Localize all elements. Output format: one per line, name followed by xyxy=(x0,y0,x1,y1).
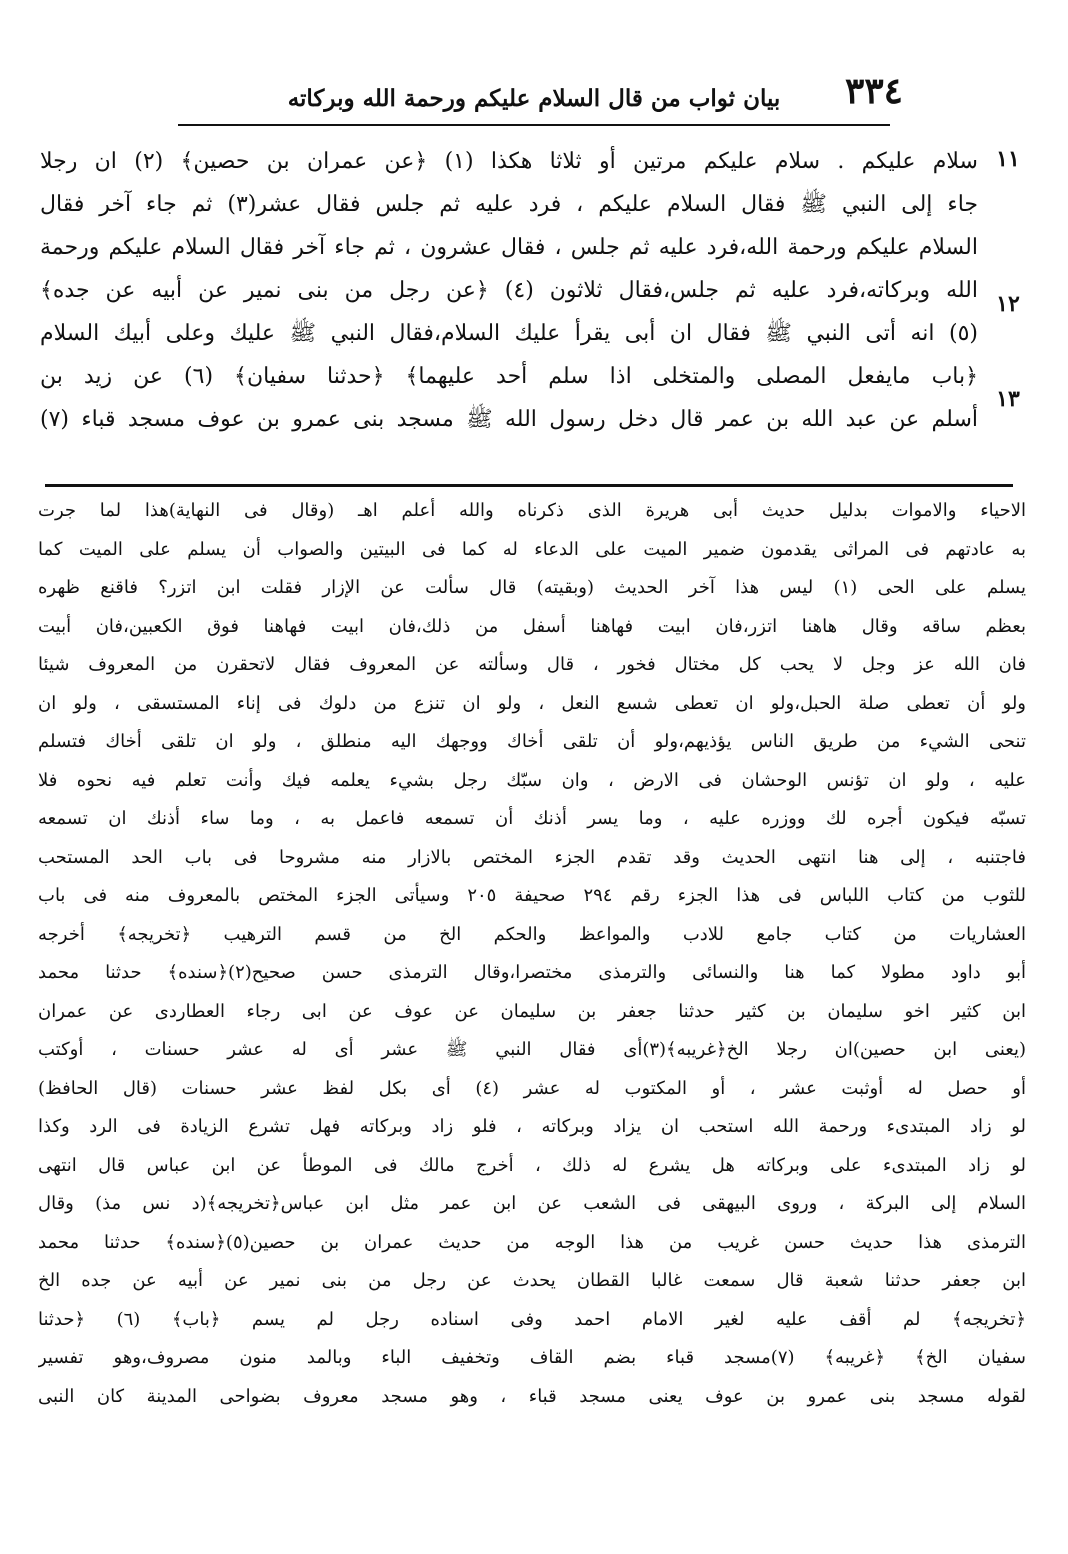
commentary-line: السلام إلى البركة ، وروى البيهقى فى الشعب عن ابن عمر مثل ابن عباس﴿تخريجه﴾(د نس مذ) وقال xyxy=(38,1193,1026,1214)
commentary-line: (يعنى ابن حصين)ان رجلا الخ﴿غريبه﴾(٣)أى فقال النبي ﷺ عشر أى له عشر حسنات ، أوكتب xyxy=(38,1039,1026,1060)
main-text-line: الله وبركاته،فرد عليه ثم جلس،فقال ثلاثون (٤) ﴿عن رجل من بنى نمير عن أبيه عن جده﴾ xyxy=(40,278,978,303)
footnote-separator xyxy=(45,484,1013,487)
commentary-line: ابن جعفر حدثنا شعبة قال سمعت غالبا القطان يحدث عن رجل من بنى نمير عن أبيه عن جده الخ xyxy=(38,1270,1026,1291)
main-text-line: السلام عليكم ورحمة الله،فرد عليه ثم جلس ، فقال عشرون ، ثم جاء آخر فقال السلام عليكم ورحمة xyxy=(40,235,978,260)
main-text-line: جاء إلى النبي ﷺ فقال السلام عليكم ، فرد عليه ثم جلس فقال عشر(٣) ثم جاء آخر فقال xyxy=(40,192,978,217)
commentary-line: عليه ، ولو ان تؤنس الوحشان فى الارض ، وان سبّك رجل بشيء يعلمه فيك وأنت تعلم فيه نحوه فلا xyxy=(38,769,1026,791)
commentary-line: للثوب من كتاب اللباس فى هذا الجزء رقم ٢٩٤ صحيفة ٢٠٥ وسيأتى الجزء المختص بالمعروف منه فى باب xyxy=(38,885,1026,906)
commentary-line: لو زاد المبتدىء على وبركاته هل يشرع له ذلك ، أخرج مالك فى الموطأ عن ابن عباس قال انتهى xyxy=(38,1154,1026,1176)
commentary-line: فاجتنبه ، إلى هنا انتهى الحديث وقد تقدم الجزء المختص بالازار منه مشروحا فى باب الحد المستحب xyxy=(38,846,1026,868)
commentary-line: أو حصل له أوثبت عشر ، أو المكتوب له عشر (٤) أى بكل لفظ عشر حسنات (قال الحافظ) xyxy=(38,1077,1026,1099)
commentary-line: ﴿تخريجه﴾ لم أقف عليه لغير الامام احمد وفى اسناده رجل لم يسم ﴿باب﴾ (٦) ﴿حدثنا xyxy=(38,1308,1026,1330)
main-text-line: أسلم عن عبد الله بن عمر قال دخل رسول الله ﷺ مسجد بنى عمرو بن عوف مسجد قباء (٧) xyxy=(40,407,978,432)
commentary-line: أبو داود مطولا كما هنا والنسائى والترمذى مختصرا،وقال الترمذى حسن صحيح(٢)﴿سنده﴾ حدثنا محمد xyxy=(38,962,1026,983)
commentary-line: لقوله مسجد بنى عمرو بن عوف يعنى مسجد قباء ، وهو مسجد معروف بضواحى المدينة كان النبى xyxy=(38,1385,1026,1407)
commentary-line: بعظم ساقه وقال هاهنا اتزر،فان ابيت فهاهنا أسفل من ذلك،فان ابيت فهاهنا فوق الكعبين،فان أبيت xyxy=(38,615,1026,637)
commentary-line: يسلم على الحى (١) ليس هذا آخر الحديث (وبقيته) قال سألت عن الإزار فقلت ابن اتزر؟ فاقنع ظهره xyxy=(38,577,1026,598)
commentary-line: العشاريات من كتاب جامع للادب والمواعظ والحكم الخ من قسم الترهيب ﴿تخريجه﴾ أخرجه xyxy=(38,923,1026,945)
commentary-line: تنحى الشيء من طريق الناس يؤذيهم،ولو أن تلقى أخاك ووجهك اليه منطلق ، ولو ان تلقى أخاك فتسلم xyxy=(38,731,1026,752)
main-text-line: سلام عليكم . سلام عليكم مرتين أو ثلاثا هكذا (١) ﴿عن عمران بن حصين﴾ (٢) ان رجلا xyxy=(40,149,978,174)
line-number: ١١ xyxy=(996,146,1020,172)
commentary xyxy=(38,492,1026,1416)
main-text xyxy=(40,140,978,441)
running-header: بيان ثواب من قال السلام عليكم ورحمة الله وبركاته xyxy=(287,84,781,112)
commentary-line: ولو أن تعطى صلة الحبل،ولو ان تعطى شسع النعل ، ولو ان تنزع من دلوك فى إناء المستسقى ، ولو ان xyxy=(38,692,1026,714)
line-number: ١٣ xyxy=(996,386,1020,412)
commentary-line: سفيان الخ﴾ ﴿غريبه﴾ (٧)مسجد قباء بضم القاف وتخفيف الباء وبالمد منون مصروف،وهو تفسير xyxy=(38,1347,1026,1368)
commentary-line: به عادتهم فى المراثى يقدمون ضمير الميت على الدعاء له كما فى البيتين والصواب أن يسلم على الميت كما xyxy=(38,538,1026,560)
commentary-line: لو زاد المبتدىء ورحمة الله استحب ان يزاد وبركاته ، فلو زاد وبركاته فهل تشرع الزيادة فى الرد وكذا xyxy=(38,1116,1026,1137)
commentary-line: الاحياء والاموات بدليل حديث أبى هريرة الذى ذكرناه والله أعلم اهـ (وقال فى النهاية)هذا لما جرت xyxy=(38,500,1026,521)
header-rule xyxy=(178,124,890,126)
commentary-line: تسبّه فيكون أجره لك ووزره عليه ، وما يسر أذنك أن تسمعه فاعمل به ، وما ساء أذنك ان تسمعه xyxy=(38,808,1026,829)
main-text-line: (٥) انه أتى النبي ﷺ فقال ان أبى يقرأ عليك السلام،فقال النبي ﷺ عليك وعلى أبيك السلام xyxy=(40,321,978,346)
commentary-line: فان الله عز وجل لا يحب كل مختال فخور ، قال وسألته عن المعروف فقال لاتحقرن من المعروف شيئا xyxy=(38,654,1026,675)
commentary-line: ابن كثير اخو سليمان بن كثير حدثنا جعفر بن سليمان عن عوف عن ابى رجاء العطاردى عن عمران xyxy=(38,1000,1026,1022)
main-text-line: ﴿باب مايفعل المصلى والمتخلى اذا سلم أحد عليهما﴾ ﴿حدثنا سفيان﴾ (٦) عن زيد بن xyxy=(40,364,978,389)
line-number: ١٢ xyxy=(996,291,1020,317)
page-number: ٣٣٤ xyxy=(844,70,903,112)
commentary-line: الترمذى هذا حديث حسن غريب من هذا الوجه من حديث عمران بن حصين(٥)﴿سنده﴾ حدثنا محمد xyxy=(38,1231,1026,1253)
